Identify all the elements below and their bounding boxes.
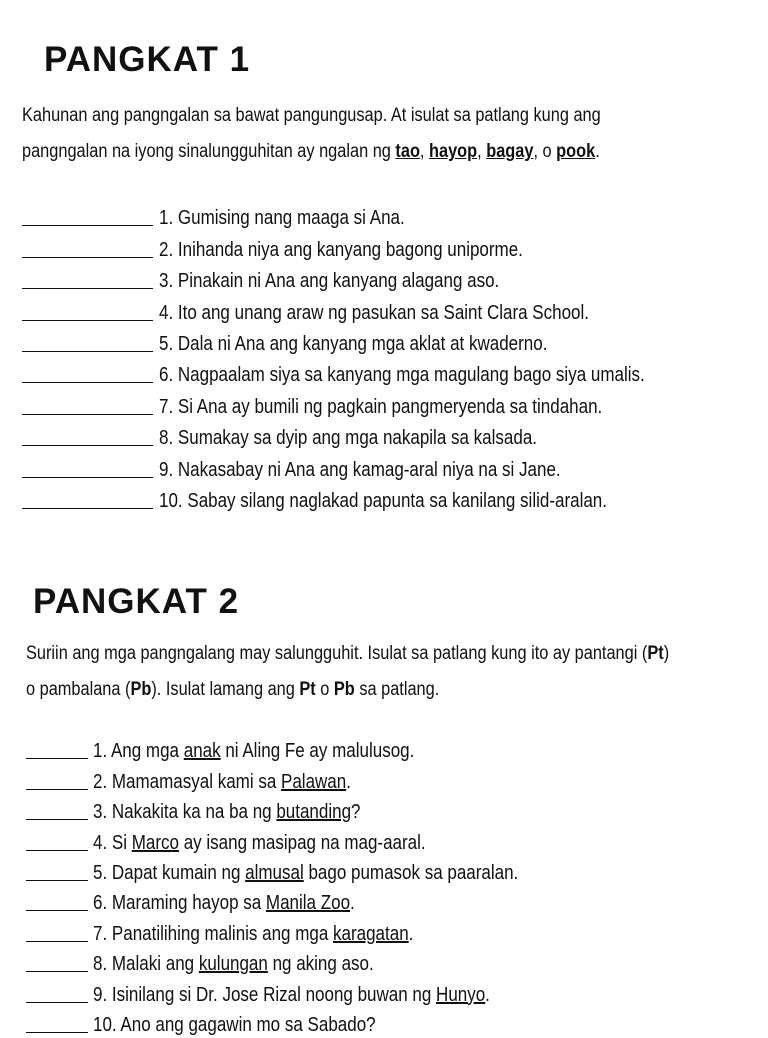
instruction-text: ). Isulat lamang ang xyxy=(151,679,300,700)
underlined-noun: Marco xyxy=(131,831,179,854)
item-post: . xyxy=(350,892,355,915)
instruction-text: o pambalana ( xyxy=(26,679,131,700)
item-text: 9. Nakasabay ni Ana ang kamag-aral niya na si Jane. xyxy=(159,458,561,481)
group2-instruction-line2 xyxy=(26,672,669,708)
underlined-noun: butanding xyxy=(276,801,352,824)
item-text xyxy=(93,1014,376,1037)
answer-blank[interactable] xyxy=(22,320,153,321)
answer-blank[interactable] xyxy=(26,850,88,851)
period: . xyxy=(595,141,600,162)
group1-title: PANGKAT 1 xyxy=(44,40,251,79)
underlined-noun: Hunyo xyxy=(436,983,486,1006)
group2-title: PANGKAT 2 xyxy=(33,582,240,621)
underlined-noun: karagatan xyxy=(333,922,409,945)
item-post: ni Aling Fe ay malulusog. xyxy=(220,740,415,763)
answer-blank[interactable] xyxy=(22,225,153,226)
code-pt: Pt xyxy=(647,643,664,664)
code-pb: Pb xyxy=(130,679,152,700)
group2-instruction xyxy=(26,636,669,708)
answer-blank[interactable] xyxy=(22,382,153,383)
answer-blank[interactable] xyxy=(26,789,88,790)
item-post: bago pumasok sa paaralan. xyxy=(303,861,519,884)
keyword-hayop: hayop xyxy=(429,141,478,162)
instruction-text: sa patlang. xyxy=(354,679,440,700)
item-text: 7. Si Ana ay bumili ng pagkain pangmeryenda sa tindahan. xyxy=(159,395,603,418)
answer-blank[interactable] xyxy=(26,819,88,820)
answer-blank[interactable] xyxy=(22,414,153,415)
item-text xyxy=(93,953,374,976)
item-post: ay isang masipag na mag-aaral. xyxy=(178,831,426,854)
underlined-noun: Manila Zoo xyxy=(265,892,351,915)
answer-blank[interactable] xyxy=(26,910,88,911)
group1-instruction-line2 xyxy=(22,134,601,170)
underlined-noun: anak xyxy=(183,740,221,763)
answer-blank[interactable] xyxy=(26,880,88,881)
underlined-noun: Palawan xyxy=(280,770,347,793)
answer-blank[interactable] xyxy=(22,445,153,446)
answer-blank[interactable] xyxy=(26,1032,88,1033)
answer-blank[interactable] xyxy=(26,971,88,972)
underlined-noun: kulungan xyxy=(198,953,268,976)
item-text: 3. Pinakain ni Ana ang kanyang alagang aso. xyxy=(159,270,500,293)
item-pre: 10. Ano ang gagawin mo sa Sabado? xyxy=(93,1013,376,1036)
item-pre: 5. Dapat kumain ng xyxy=(93,861,246,884)
instruction-text: Suriin ang mga pangngalang may salungguhit. Isulat sa patlang kung ito ay pantangi ( xyxy=(26,643,648,664)
item-text: 2. Inihanda niya ang kanyang bagong uniporme. xyxy=(159,238,523,261)
item-text: 5. Dala ni Ana ang kanyang mga aklat at kwaderno. xyxy=(159,332,548,355)
keyword-bagay: bagay xyxy=(486,141,534,162)
item-text xyxy=(93,984,490,1007)
instruction-text: pangngalan na iyong sinalungguhitan ay ngalan ng xyxy=(22,141,396,162)
instruction-text: ) xyxy=(663,643,670,664)
item-post: . xyxy=(408,922,414,945)
item-text: 8. Sumakay sa dyip ang mga nakapila sa kalsada. xyxy=(159,427,538,450)
item-text xyxy=(93,923,413,946)
keyword-tao: tao xyxy=(395,141,420,162)
item-text: 6. Nagpaalam siya sa kanyang mga magulang bago siya umalis. xyxy=(159,364,645,387)
item-pre: 4. Si xyxy=(93,831,132,854)
group1-instruction xyxy=(22,98,601,170)
item-pre: 9. Isinilang si Dr. Jose Rizal noong buwan ng xyxy=(93,983,437,1006)
item-text: 4. Ito ang unang araw ng pasukan sa Saint Clara School. xyxy=(159,301,590,324)
item-pre: 3. Nakakita ka na ba ng xyxy=(93,801,277,824)
answer-blank[interactable] xyxy=(22,288,153,289)
code-pt: Pt xyxy=(299,679,316,700)
item-text: 10. Sabay silang naglakad papunta sa kanilang silid-aralan. xyxy=(159,489,607,512)
item-post: . xyxy=(485,983,490,1006)
answer-blank[interactable] xyxy=(22,351,153,352)
item-text xyxy=(93,771,351,794)
answer-blank[interactable] xyxy=(26,941,88,942)
item-pre: 1. Ang mga xyxy=(93,740,184,763)
item-post: . xyxy=(346,770,351,793)
separator: , xyxy=(477,141,487,162)
item-text xyxy=(93,862,518,885)
item-text: 1. Gumising nang maaga si Ana. xyxy=(159,207,405,230)
group1-instruction-line1: Kahunan ang pangngalan sa bawat pangungusap. At isulat sa patlang kung ang xyxy=(22,105,601,126)
item-pre: 7. Panatilihing malinis ang mga xyxy=(93,922,334,945)
item-text xyxy=(93,832,426,855)
code-pb: Pb xyxy=(333,679,355,700)
item-pre: 2. Mamamasyal kami sa xyxy=(93,770,281,793)
keyword-pook: pook xyxy=(556,141,596,162)
item-post: ? xyxy=(351,801,361,824)
underlined-noun: almusal xyxy=(245,861,304,884)
item-text xyxy=(93,740,414,763)
separator: , xyxy=(419,141,430,162)
answer-blank[interactable] xyxy=(22,508,153,509)
answer-blank[interactable] xyxy=(22,257,153,258)
separator: , o xyxy=(533,141,557,162)
group2-instruction-line1 xyxy=(26,636,669,672)
item-text xyxy=(93,892,355,915)
answer-blank[interactable] xyxy=(26,1002,88,1003)
item-pre: 8. Malaki ang xyxy=(93,953,199,976)
item-text xyxy=(93,801,360,824)
item-pre: 6. Maraming hayop sa xyxy=(93,892,266,915)
instruction-text: o xyxy=(315,679,334,700)
answer-blank[interactable] xyxy=(26,758,88,759)
item-post: ng aking aso. xyxy=(267,953,374,976)
answer-blank[interactable] xyxy=(22,477,153,478)
